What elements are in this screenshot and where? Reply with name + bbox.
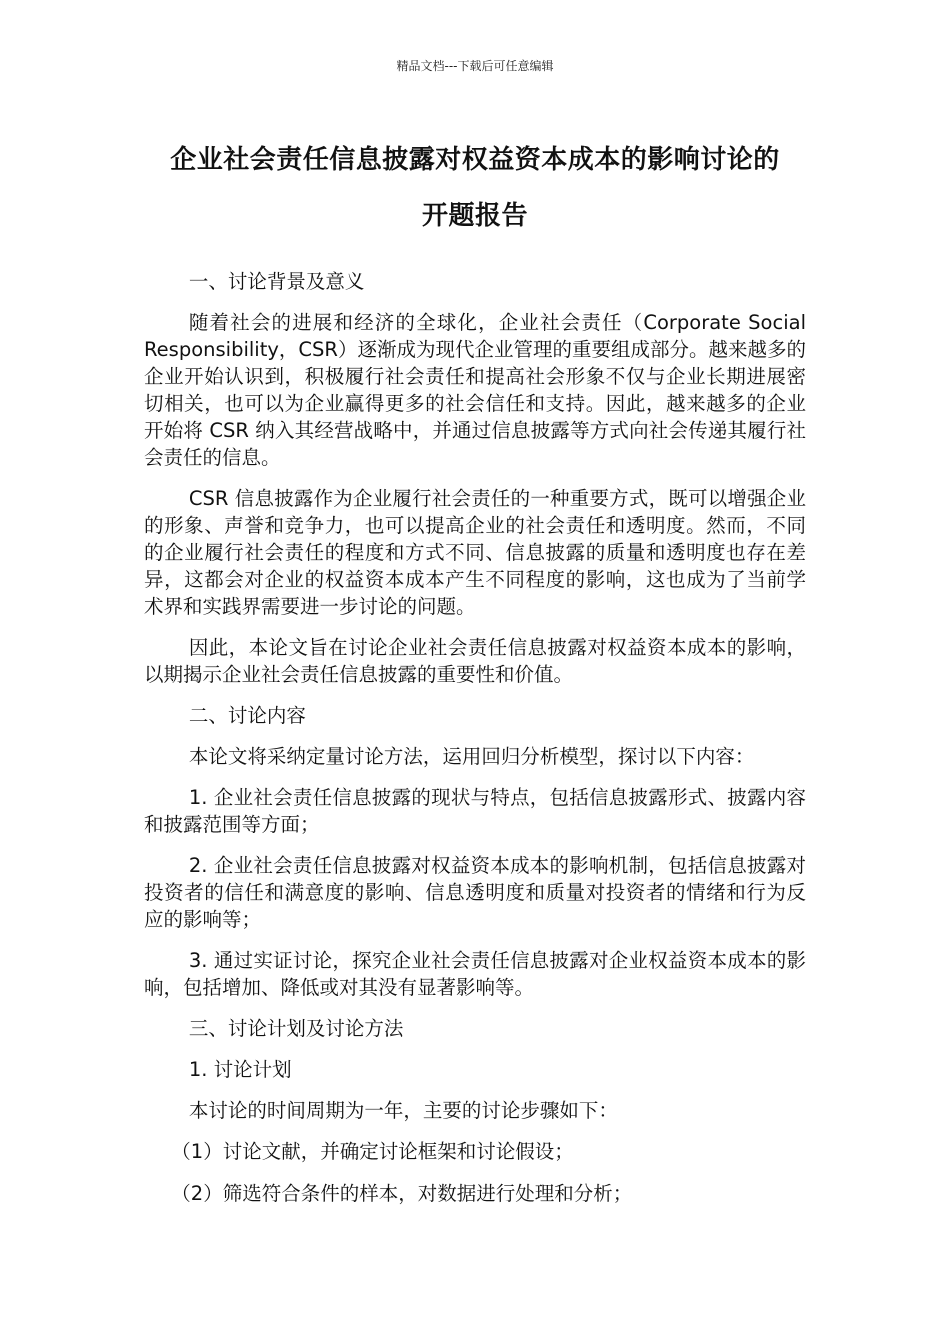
paragraph-method-intro: 本论文将采纳定量讨论方法，运用回归分析模型，探讨以下内容： — [188, 745, 755, 768]
list-item-3: 3. 通过实证讨论，探究企业社会责任信息披露对企业权益资本成本的影响，包括增加、降低或对其没有显著影响等。 — [144, 949, 806, 999]
paragraph-csr-disclosure: CSR 信息披露作为企业履行社会责任的一种重要方式，既可以增强企业的形象、声誉和竞争力，也可以提高企业的社会责任和透明度。然而，不同的企业履行社会责任的程度和方式不同、信息披露的质量和透明度也存在差异，这都会对企业的权益资本成本产生不同程度的影响，这也成为了当前学术界和实践界需要进一步讨论的问题。 — [144, 487, 806, 618]
document-title — [140, 132, 810, 244]
section-heading-3: 三、讨论计划及讨论方法 — [188, 1017, 404, 1040]
list-item-1: 1. 企业社会责任信息披露的现状与特点，包括信息披露形式、披露内容和披露范围等方面； — [144, 786, 806, 836]
subsection-heading-plan: 1. 讨论计划 — [188, 1058, 292, 1081]
document-body — [144, 268, 806, 1222]
list-item-2: 2. 企业社会责任信息披露对权益资本成本的影响机制，包括信息披露对投资者的信任和满意度的影响、信息透明度和质量对投资者的情绪和行为反应的影响等； — [144, 854, 806, 931]
step-item-2: （2）筛选符合条件的样本，对数据进行处理和分析； — [171, 1182, 633, 1205]
step-item-1: （1）讨论文献，并确定讨论框架和讨论假设； — [171, 1140, 574, 1163]
title-line-1: 企业社会责任信息披露对权益资本成本的影响讨论的 — [170, 145, 780, 175]
section-heading-1: 一、讨论背景及意义 — [188, 270, 365, 293]
page-header: 精品文档---下载后可任意编辑 — [396, 59, 554, 73]
paragraph-background: 随着社会的进展和经济的全球化，企业社会责任（Corporate Social Responsibility，CSR）逐渐成为现代企业管理的重要组成部分。越来越多的企业开始认识到，积极履行社会责任和提高社会形象不仅与企业长期进展密切相关，也可以为企业赢得更多的社会信任和支持。因此，越来越多的企业开始将 CSR 纳入其经营战略中，并通过信息披露等方式向社会传递其履行社会责任的信息。 — [144, 311, 806, 469]
paragraph-purpose: 因此，本论文旨在讨论企业社会责任信息披露对权益资本成本的影响，以期揭示企业社会责任信息披露的重要性和价值。 — [144, 636, 806, 686]
section-heading-2: 二、讨论内容 — [188, 704, 306, 727]
title-line-2: 开题报告 — [421, 201, 528, 231]
paragraph-plan-intro: 本讨论的时间周期为一年，主要的讨论步骤如下： — [188, 1099, 618, 1122]
